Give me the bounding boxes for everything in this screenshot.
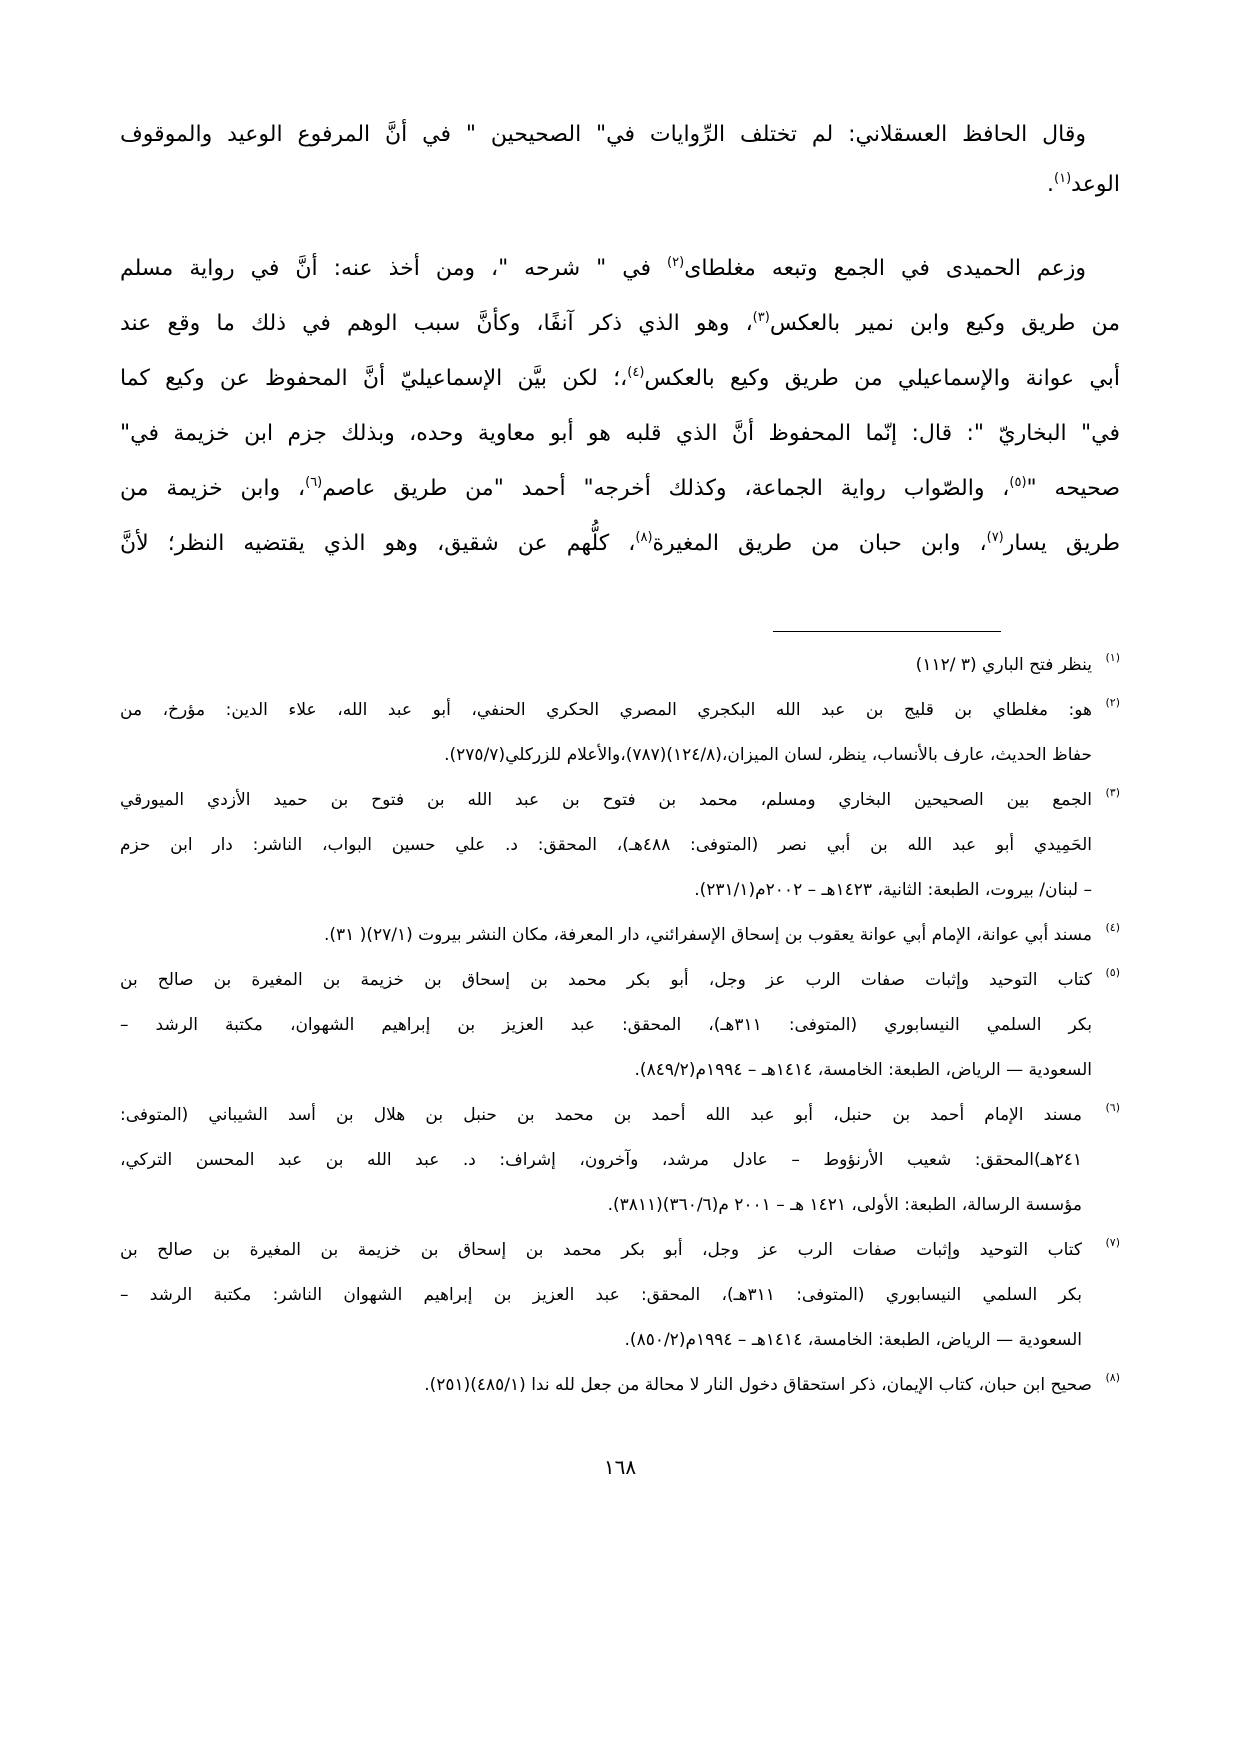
footnote-line: ٢٤١هـ)المحقق: شعيب الأرنؤوط – عادل مرشد، وآخرون، إشراف: د. عبد الله بن عبد المحسن التركي، [120,1150,1082,1170]
line-text: في" البخاريّ ": قال: إنّما المحفوظ أنَّ الذي قلبه هو أبو معاوية وحده، وبذلك جزم ابن خزيمة في" [120,421,1120,446]
footnote-7 [120,1228,1120,1363]
footnote-line: صحيح ابن حبان، كتاب الإيمان، ذكر استحقاق دخول النار لا محالة من جعل لله ندا (٤٨٥/١)(٢٥١). [424,1375,1092,1395]
line-text: أبي عوانة والإسماعيلي من طريق وكيع بالعكس [644,366,1121,391]
footnote-line: مؤسسة الرسالة، الطبعة: الأولى، ١٤٢١ هـ – ٢٠٠١ م(٣٦٠/٦)(٣٨١١). [607,1195,1082,1215]
footnote-ref: (٤) [627,365,645,380]
footnote-marker: (٦) [1105,1101,1120,1114]
body-line [120,351,1120,406]
footnote-text [120,778,1092,913]
line-text: ، وابن خزيمة من [120,476,306,501]
footnote-5 [120,958,1120,1093]
line-text: ، وهو الذي ذكر آنفًا، وكأنَّ سبب الوهم في ذلك ما وقع عند [120,311,753,336]
line-text: في " شرحه "، ومن أخذ عنه: أنَّ في رواية مسلم [120,256,668,281]
line-text: الوعد [1071,172,1120,197]
body-line [120,110,1120,160]
footnote-marker: (١) [1105,651,1120,664]
footnote-line: حفاظ الحديث، عارف بالأنساب، ينظر، لسان الميزان،(١٢٤/٨)(٧٨٧)،والأعلام للزركلي(٢٧٥/٧). [444,745,1092,765]
page-number: ١٦٨ [603,1455,637,1479]
footnote-line: مسند أبي عوانة، الإمام أبي عوانة يعقوب بن إسحاق الإسفرائني، دار المعرفة، مكان النشر بيروت (٢٧/١)( ٣١). [324,925,1092,945]
footnote-line: هو: مغلطاي بن قليج بن عبد الله البكجري المصري الحكري الحنفي، أبو عبد الله، علاء الدين: مؤرخ، من [120,700,1092,720]
paragraph-2 [120,241,1120,571]
footnote-ref: (١) [1054,171,1072,186]
footnote-line: ينظر فتح الباري (٣ /١١٢) [915,655,1092,675]
footnote-marker: (٧) [1105,1236,1120,1249]
footnote-line: بكر السلمي النيسابوري (المتوفى: ٣١١هـ)، المحقق: عبد العزيز بن إبراهيم الشهوان، مكتبة الرشد – [120,1015,1092,1035]
footnote-4 [120,913,1120,958]
line-text: ،؛ لكن بيَّن الإسماعيليّ أنَّ المحفوظ عن وكيع كما [120,366,628,391]
footnote-ref: (٦) [305,475,323,490]
line-text: وقال الحافظ العسقلاني: لم تختلف الرِّوايات في" الصحيحين " في أنَّ المرفوع الوعيد والموقوف [120,122,1086,147]
line-text: ، كلُّهم عن شقيق، وهو الذي يقتضيه النظر؛ لأنَّ [120,531,636,556]
footnote-text [120,958,1092,1093]
footnote-line: بكر السلمي النيسابوري (المتوفى: ٣١١هـ)، المحقق: عبد العزيز بن إبراهيم الشهوان الناشر: مكتبة الرشد – [120,1285,1082,1305]
body-line [120,406,1120,461]
footnote-marker: (٤) [1105,921,1120,934]
footnote-line: السعودية — الرياض، الطبعة: الخامسة، ١٤١٤هـ – ١٩٩٤م(٨٤٩/٢). [634,1060,1092,1080]
line-text: ، وابن حبان من طريق المغيرة [652,531,987,556]
footnote-6 [120,1093,1120,1228]
footnote-marker: (٨) [1105,1371,1120,1384]
footnote-line: مسند الإمام أحمد بن حنبل، أبو عبد الله أحمد بن محمد بن حنبل بن هلال بن أسد الشيباني (المتوفى: [120,1105,1082,1125]
footnote-text [120,688,1092,778]
footnote-ref: (٣) [752,310,770,325]
footnote-line: – لبنان/ بيروت، الطبعة: الثانية، ١٤٢٣هـ – ٢٠٠٢م(٢٣١/١). [694,880,1092,900]
body-line [120,516,1120,571]
paragraph-1 [120,110,1120,210]
footnote-line: السعودية — الرياض، الطبعة: الخامسة، ١٤١٤هـ – ١٩٩٤م(٨٥٠/٢). [624,1330,1082,1350]
footnote-marker: (٣) [1105,786,1120,799]
footnote-marker: (٢) [1105,696,1120,709]
body-line [120,241,1120,296]
footnote-ref: (٨) [635,530,653,545]
footnote-marker: (٥) [1105,966,1120,979]
body-line [120,461,1120,516]
footnote-1 [120,643,1120,688]
body-line [120,160,1120,210]
line-text: صحيحه " [1026,476,1121,501]
footnote-2 [120,688,1120,778]
footnote-text [120,1363,1092,1408]
body-line [120,296,1120,351]
footnote-text [120,913,1092,958]
footnote-8 [120,1363,1120,1408]
footnote-text [120,1093,1082,1228]
footnote-separator [773,631,1001,632]
line-text: من طريق وكيع وابن نمير بالعكس [769,311,1120,336]
line-text: وزعم الحميدى في الجمع وتبعه مغلطاى [684,256,1086,281]
footnote-3 [120,778,1120,913]
footnote-ref: (٢) [667,255,685,270]
footnote-line: كتاب التوحيد وإثبات صفات الرب عز وجل، أبو بكر محمد بن إسحاق بن خزيمة بن المغيرة بن صالح بن [120,970,1092,990]
footnote-text [120,643,1092,688]
footnote-line: الجمع بين الصحيحين البخاري ومسلم، محمد بن فتوح بن عبد الله بن فتوح بن حميد الأزدي الميورقي [120,790,1092,810]
footnote-text [120,1228,1082,1363]
line-text: . [1047,172,1054,197]
footnote-line: كتاب التوحيد وإثبات صفات الرب عز وجل، أبو بكر محمد بن إسحاق بن خزيمة بن المغيرة بن صالح بن [120,1240,1082,1260]
line-text: ، والصّواب رواية الجماعة، وكذلك أخرجه" أحمد "من طريق عاصم [322,476,1010,501]
footnote-ref: (٧) [986,530,1004,545]
footnote-ref: (٥) [1009,475,1027,490]
footnotes [120,643,1120,1408]
line-text: طريق يسار [1003,531,1120,556]
footnote-line: الحَمِيدي أبو عبد الله بن أبي نصر (المتوفى: ٤٨٨هـ)، المحقق: د. علي حسين البواب، الناشر: دار ابن حزم [120,835,1092,855]
